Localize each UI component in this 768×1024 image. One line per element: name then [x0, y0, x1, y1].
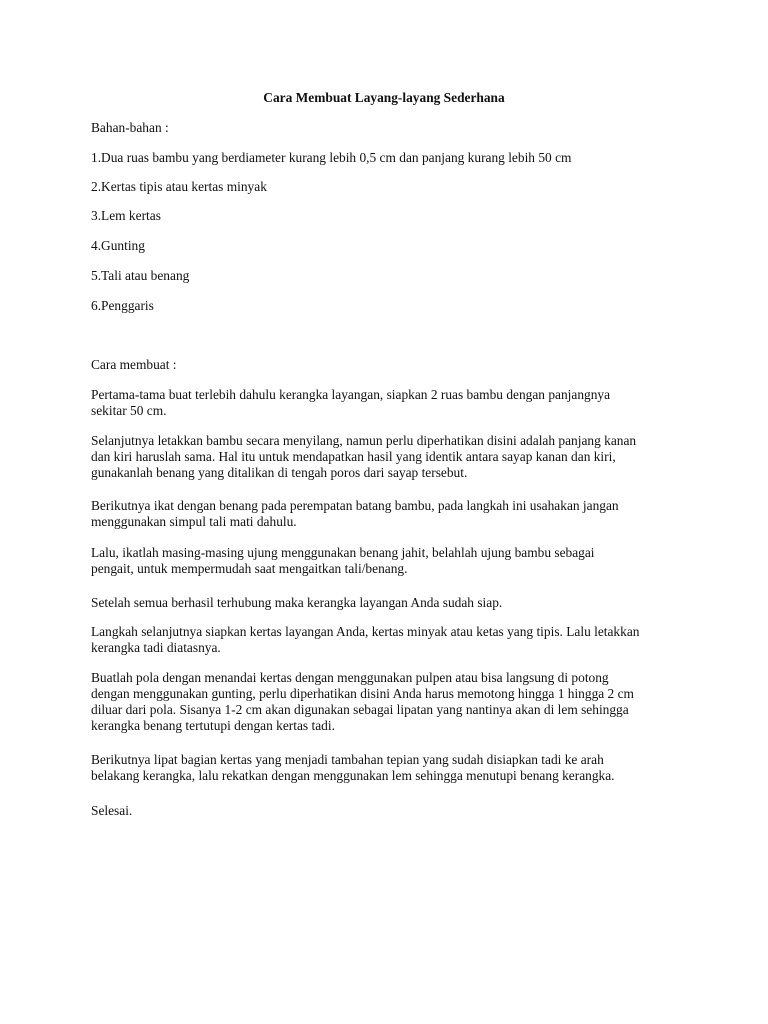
paragraph-line: kerangka tadi diatasnya. [91, 640, 221, 655]
paragraph-line: gunakanlah benang yang ditalikan di tengah poros dari sayap tersebut. [91, 465, 468, 480]
paragraph-line: Setelah semua berhasil terhubung maka kerangka layangan Anda sudah siap. [91, 595, 503, 610]
paragraph-line: Langkah selanjutnya siapkan kertas layangan Anda, kertas minyak atau ketas yang tipis. Lalu letakkan [91, 624, 640, 639]
materials-item-5: 5.Tali atau benang [91, 268, 190, 283]
paragraph-line: dan kiri haruslah sama. Hal itu untuk mendapatkan hasil yang identik antara sayap kanan dan kiri, [91, 449, 616, 464]
step-paragraph-3 [91, 498, 691, 530]
closing-text: Selesai. [91, 803, 133, 818]
materials-item-1: 1.Dua ruas bambu yang berdiameter kurang lebih 0,5 cm dan panjang kurang lebih 50 cm [91, 150, 572, 165]
materials-item-3: 3.Lem kertas [91, 208, 161, 223]
paragraph-line: Berikutnya ikat dengan benang pada perempatan batang bambu, pada langkah ini usahakan jangan [91, 498, 619, 513]
paragraph-line: Lalu, ikatlah masing-masing ujung menggunakan benang jahit, belahlah ujung bambu sebagai [91, 545, 595, 560]
materials-item-2: 2.Kertas tipis atau kertas minyak [91, 179, 267, 194]
paragraph-line: diluar dari pola. Sisanya 1-2 cm akan digunakan sebagai lipatan yang nantinya akan di lem sehingga [91, 702, 629, 717]
step-paragraph-7 [91, 670, 691, 734]
paragraph-line: Berikutnya lipat bagian kertas yang menjadi tambahan tepian yang sudah disiapkan tadi ke arah [91, 752, 604, 767]
step-paragraph-2 [91, 433, 691, 481]
materials-item-4: 4.Gunting [91, 238, 145, 253]
step-paragraph-5 [91, 595, 691, 611]
materials-heading: Bahan-bahan : [91, 120, 169, 135]
paragraph-line: Pertama-tama buat terlebih dahulu kerangka layangan, siapkan 2 ruas bambu dengan panjangnya [91, 387, 611, 402]
steps-heading: Cara membuat : [91, 357, 177, 372]
step-paragraph-4 [91, 545, 691, 577]
paragraph-line: belakang kerangka, lalu rekatkan dengan menggunakan lem sehingga menutupi benang kerangka. [91, 768, 615, 783]
paragraph-line: Selanjutnya letakkan bambu secara menyilang, namun perlu diperhatikan disini adalah panjang kanan [91, 433, 637, 448]
step-paragraph-1 [91, 387, 691, 419]
paragraph-line: dengan menggunakan gunting, perlu diperhatikan disini Anda harus memotong hingga 1 hingga 2 cm [91, 686, 634, 701]
materials-item-6: 6.Penggaris [91, 298, 154, 313]
paragraph-line: pengait, untuk mempermudah saat mengaitkan tali/benang. [91, 561, 408, 576]
page-title: Cara Membuat Layang-layang Sederhana [263, 90, 505, 105]
step-paragraph-6 [91, 624, 691, 656]
paragraph-line: Buatlah pola dengan menandai kertas dengan menggunakan pulpen atau bisa langsung di potong [91, 670, 609, 685]
paragraph-line: menggunakan simpul tali mati dahulu. [91, 514, 297, 529]
paragraph-line: kerangka benang tertutupi dengan kertas tadi. [91, 718, 335, 733]
paragraph-line: sekitar 50 cm. [91, 403, 167, 418]
step-paragraph-8 [91, 752, 691, 784]
